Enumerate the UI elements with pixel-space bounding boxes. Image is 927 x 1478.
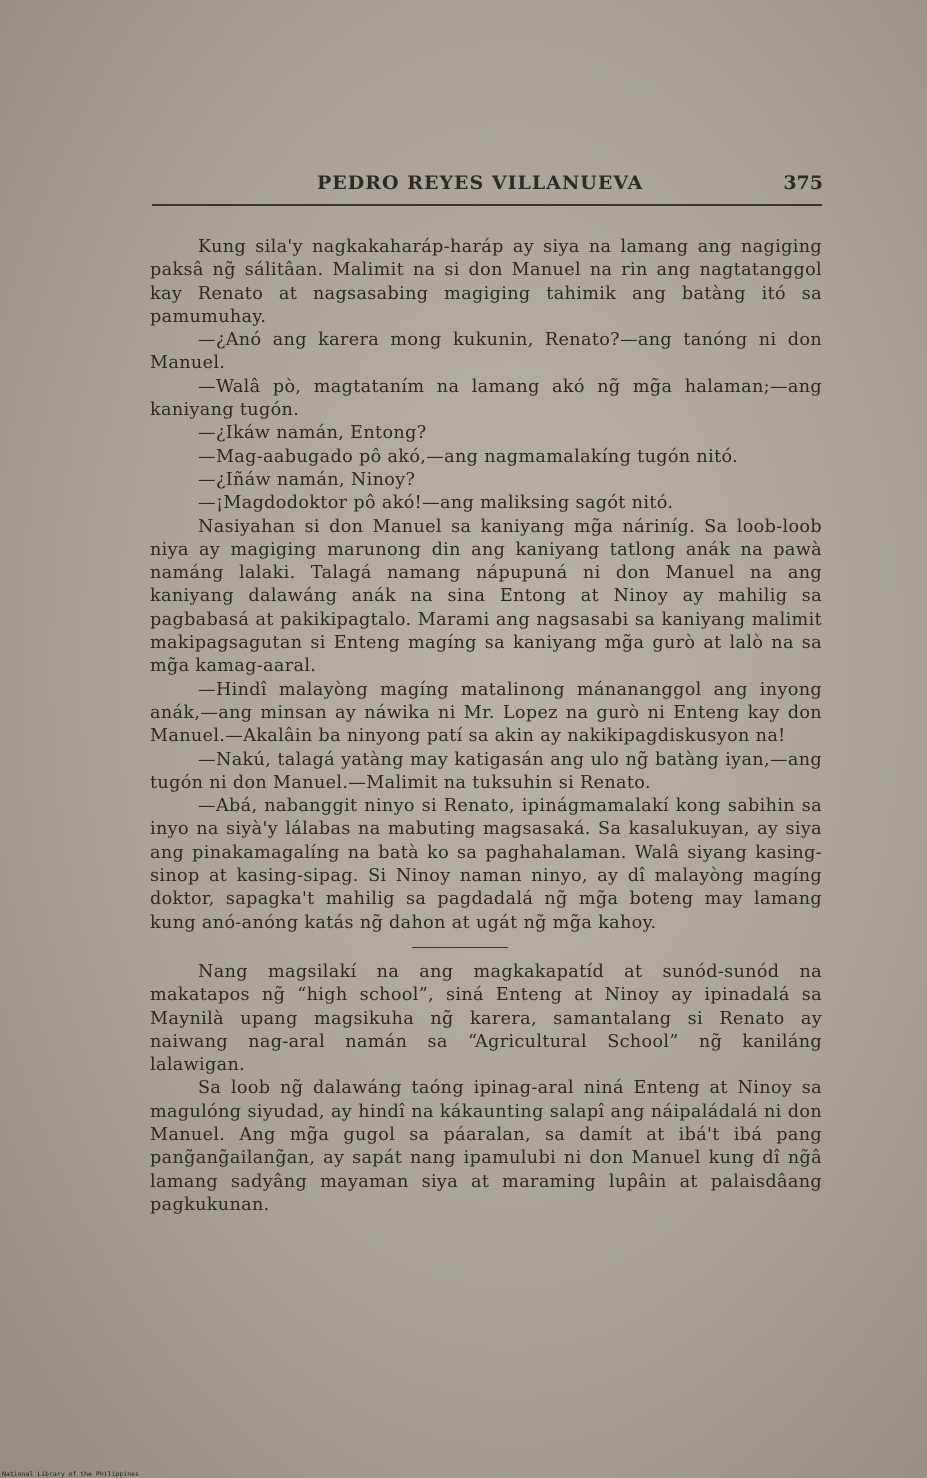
dialogue-line: —Nakú, talagá yatàng may katigasán ang ulo ng̃ batàng iyan,—ang tugón ni don Manuel.—Malimit na tuksuhin si Renato. [150, 749, 822, 793]
dialogue-line: —¿Ikáw namán, Entong? [198, 423, 427, 444]
page-number: 375 [783, 172, 823, 194]
dialogue-line: —Hindî malayòng magíng matalinong mánananggol ang inyong anák,—ang minsan ay náwika ni Mr. Lopez na gurò ni Enteng kay don Manuel.—Akalâin ba ninyong patí sa akin ay nakikipagdiskusyon na! [150, 679, 822, 747]
dialogue-line: —¡Magdodoktor pô akó!—ang maliksing sagót nitó. [198, 493, 674, 514]
paragraph: Nasiyahan si don Manuel sa kaniyang mg̃a náriníg. Sa loob-loob niya ay magiging marunong din ang kaniyang tatlong anák na pawà namáng lalaki. Talagá namang nápupuná ni don Manuel na ang kaniyang dalawáng anák na sina Entong at Ninoy ay mahilig sa pagbabasá at pakikipagtalo. Marami ang nagsasabi sa kaniyang malimit makipagsagutan si Enteng magíng sa kaniyang mg̃a gurò at lalò na sa mg̃a kamag-aaral. [150, 516, 822, 677]
header-rule [152, 204, 822, 206]
page-header [145, 168, 825, 202]
paragraph: Kung sila'y nagkakaharáp-haráp ay siya na lamang ang nagiging paksâ ng̃ sálitâan. Malimit na si don Manuel na rin ang nagtatanggol kay Renato at nagsasabing magiging tahimik ang batàng itó sa pamumuhay. [150, 237, 822, 327]
dialogue-line: —Walâ pò, magtataním na lamang akó ng̃ mg̃a halaman;—ang kaniyang tugón. [150, 376, 822, 421]
paragraph: Sa loob ng̃ dalawáng taóng ipinag-aral niná Enteng at Ninoy sa magulóng siyudad, ay hindî na kákaunting salapî ang náipaládalá ni don Manuel. Ang mg̃a gugol sa páaralan, sa damít at ibá't ibá pang pang̃ang̃ailang̃an, ay sapát nang ipamulubi ni don Manuel kung dî ng̃â lamang sadyâng mayaman siya at maraming lupâin at palaisdâang pagkukunan. [150, 1078, 822, 1215]
paragraph: Nang magsilakí na ang magkakapatíd at sunód-sunód na makatapos ng̃ “high school”, siná Enteng at Ninoy ay ipinadalá sa Maynilà upang magsikuha ng̃ karera, samantalang si Renato ay naiwang nag-aral namán sa “Agricultural School” ng̃ kaniláng lalawigan. [150, 961, 822, 1076]
dialogue-line: —¿Anó ang karera mong kukunin, Renato?—ang tanóng ni don Manuel. [150, 330, 822, 374]
dialogue-line: —Mag-aabugado pô akó,—ang nagmamalakíng tugón nitó. [198, 446, 739, 467]
running-title: PEDRO REYES VILLANUEVA [317, 172, 644, 194]
library-credit: National Library of the Philippines [2, 1470, 139, 1478]
dialogue-line: —¿Iñáw namán, Ninoy? [198, 469, 416, 490]
dialogue-line: —Abá, nabanggit ninyo si Renato, ipinágmamalakí kong sabihin sa inyo na siyà'y lálabas na mabuting magsasaká. Sa kasalukuyan, ay siya ang pinakamagalíng na batà ko sa paghahalaman. Walâ siyang kasing-sinop at kasing-sipag. Si Ninoy naman ninyo, ay dî malayòng magíng doktor, sapagka't mahilig sa pagdadalá ng̃ mg̃a boteng may lamang kung anó-anóng katás ng̃ dahon at ugát ng̃ mg̃a kahoy. [150, 796, 822, 933]
body-text [150, 236, 822, 1217]
